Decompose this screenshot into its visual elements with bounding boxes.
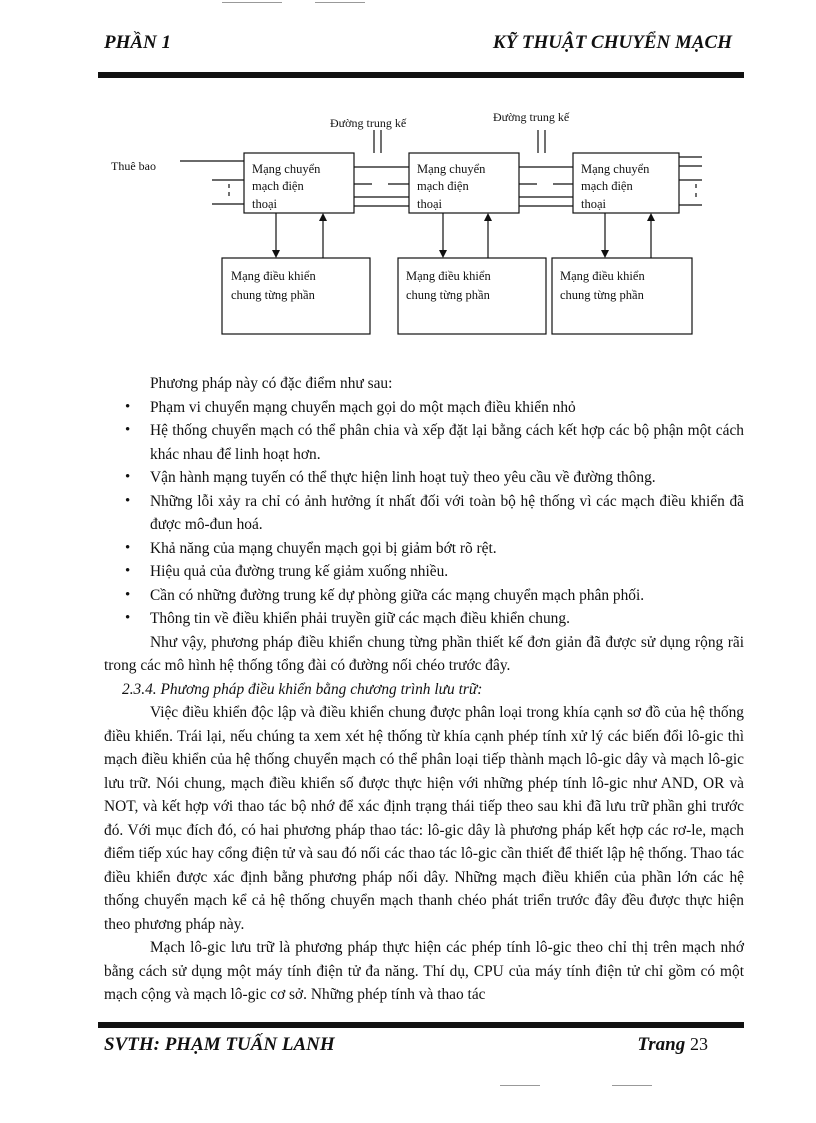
characteristics-list <box>104 396 744 631</box>
control-box-3-line2: chung từng phần <box>560 288 644 302</box>
list-item: • Cần có những đường trung kế dự phòng giữa các mạng chuyển mạch phân phối. <box>104 584 744 608</box>
control-box-2-line1: Mạng điều khiển <box>406 269 491 283</box>
switch-box-1-line2: mạch điện <box>252 179 304 193</box>
header-section-title: PHẦN 1 <box>104 32 172 53</box>
switch-box-1-line1: Mạng chuyển <box>252 162 321 176</box>
list-item: • Phạm vi chuyển mạng chuyển mạch gọi do một mạch điều khiển nhỏ <box>104 396 744 420</box>
section-heading: 2.3.4. Phương pháp điều khiển bằng chương trình lưu trữ: <box>122 680 483 698</box>
switch-box-2-line2: mạch điện <box>417 179 469 193</box>
switch-box-3-line1: Mạng chuyển <box>581 162 650 176</box>
scan-artifact-line <box>315 2 365 3</box>
conclusion-paragraph: Như vậy, phương pháp điều khiển chung từng phần thiết kế đơn giản đã được sử dụng rộng rãi trong các mô hình hệ thống tổng đài có đường nối chéo trước đây. <box>104 633 744 674</box>
subscriber-label: Thuê bao <box>111 159 156 173</box>
list-item: • Những lỗi xảy ra chỉ có ảnh hưởng ít nhất đối với toàn bộ hệ thống vì các mạch điều khiển đã được mô-đun hoá. <box>104 490 744 537</box>
control-box-3-line1: Mạng điều khiển <box>560 269 645 283</box>
page-number: 23 <box>690 1034 708 1054</box>
control-box-2-line2: chung từng phần <box>406 288 490 302</box>
trunk-label-2: Đường trung kế <box>493 110 570 124</box>
list-item: • Thông tin về điều khiển phải truyền giữ các mạch điều khiển chung. <box>104 607 744 631</box>
page-label: Trang <box>637 1034 686 1055</box>
switch-box-1-line3: thoại <box>252 197 277 211</box>
control-box-1-line2: chung từng phần <box>231 288 315 302</box>
paragraph: Việc điều khiển độc lập và điều khiển chung được phân loại trong khía cạnh sơ đồ của hệ thống điều khiển. Trái lại, nếu chúng ta xem xét hệ thống từ khía cạnh phép tính xử lý các biến đổi lô-gic thì mạch điều khiển của hệ thống chuyển mạch có thể phân loại tiếp thành mạch lô-gic dây và mạch lô-gic lưu trữ. Nói chung, mạch điều khiển số được thực hiện với những phép tính lô-gic như AND, OR và NOT, và kết hợp với thao tác bộ nhớ để xác định trạng thái tiếp theo sau khi đã lưu trữ phần ghi trước đó. Với mục đích đó, có hai phương pháp thao tác: lô-gic dây là phương pháp kết hợp các rơ-le, mạch điểm tiếp xúc hay cổng điện tử và sau đó nối các thao tác lô-gic cần thiết để thiết lập hệ thống. Thao tác điều khiển được xác định bằng phương pháp nối dây. Những mạch điều khiển của phần lớn các hệ thống chuyển mạch kể cả hệ thống chuyển mạch thanh chéo phát triển trước đây đều được thực hiện theo phương pháp này. <box>104 704 744 933</box>
control-box-1-line1: Mạng điều khiển <box>231 269 316 283</box>
switch-box-2-line1: Mạng chuyển <box>417 162 486 176</box>
scan-artifact-line <box>500 1085 540 1086</box>
list-item: • Vận hành mạng tuyến có thể thực hiện linh hoạt tuỳ theo yêu cầu về đường thông. <box>104 466 744 490</box>
scan-artifact-line <box>612 1085 652 1086</box>
footer-author: SVTH: PHẠM TUẤN LANH <box>104 1034 335 1055</box>
list-item: • Hiệu quả của đường trung kế giảm xuống nhiều. <box>104 560 744 584</box>
paragraph: Mạch lô-gic lưu trữ là phương pháp thực hiện các phép tính lô-gic theo chỉ thị trên mạch nhớ bằng cách sử dụng một máy tính điện tử đa năng. Thí dụ, CPU của máy tính điện tử chỉ gồm có một mạch cộng và mạch lô-gic cơ sở. Những phép tính và thao tác <box>104 939 744 1003</box>
list-item: • Khả năng của mạng chuyển mạch gọi bị giảm bớt rõ rệt. <box>104 537 744 561</box>
footer-page <box>637 1034 708 1056</box>
switch-box-3-line2: mạch điện <box>581 179 633 193</box>
header-document-title: KỸ THUẬT CHUYỂN MẠCH <box>492 32 732 53</box>
switch-box-3-line3: thoại <box>581 197 606 211</box>
switch-box-2-line3: thoại <box>417 197 442 211</box>
partial-common-control-diagram <box>0 100 816 350</box>
list-item: • Hệ thống chuyển mạch có thể phân chia và xếp đặt lại bằng cách kết hợp các bộ phận một cách khác nhau để linh hoạt hơn. <box>104 419 744 466</box>
footer-rule <box>98 1022 744 1028</box>
header-rule <box>98 72 744 78</box>
trunk-label-1: Đường trung kế <box>330 116 407 130</box>
scan-artifact-line <box>222 2 282 3</box>
intro-line: Phương pháp này có đặc điểm như sau: <box>150 375 393 392</box>
page-body <box>104 372 744 1007</box>
